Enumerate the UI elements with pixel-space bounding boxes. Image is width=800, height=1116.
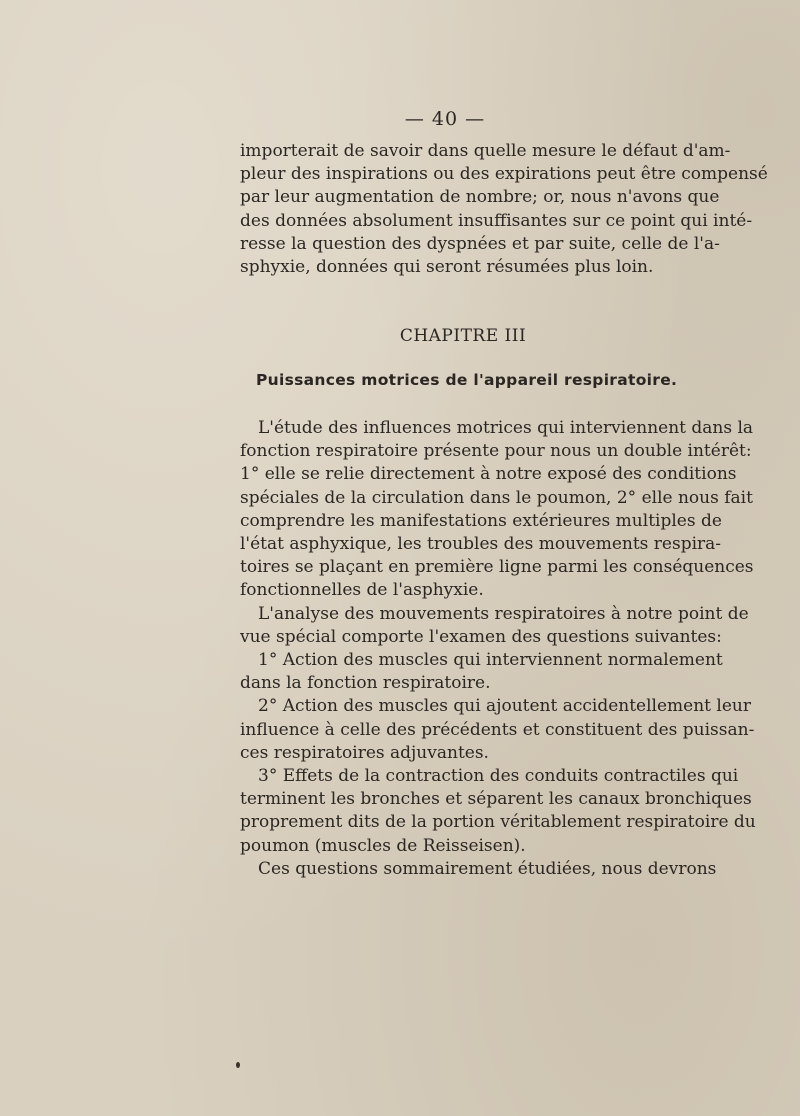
- text-line: des données absolument insuffisantes sur ce point qui inté-: [240, 210, 753, 231]
- text-line: 1° Action des muscles qui interviennent normalement: [258, 650, 723, 671]
- text-line: ces respiratoires adjuvantes.: [240, 742, 489, 763]
- text-line: l'état asphyxique, les troubles des mouvements respira-: [240, 534, 722, 555]
- text-line: 3° Effets de la contraction des conduits contractiles qui: [258, 766, 739, 787]
- text-line: L'étude des influences motrices qui interviennent dans la: [258, 418, 754, 438]
- text-line: influence à celle des précédents et constituent des puissan-: [240, 719, 755, 740]
- ink-speck: [236, 1062, 240, 1068]
- text-line: pleur des inspirations ou des expirations peut être compensé: [240, 164, 768, 185]
- text-line: 2° Action des muscles qui ajoutent accidentellement leur: [258, 696, 751, 717]
- text-line: L'analyse des mouvements respiratoires à notre point de: [258, 603, 749, 624]
- text-line: Ces questions sommairement étudiées, nous devrons: [258, 858, 717, 879]
- text-line: par leur augmentation de nombre; or, nous n'avons que: [240, 187, 720, 208]
- text-line: resse la question des dyspnées et par suite, celle de l'a-: [240, 233, 720, 254]
- text-line: importerait de savoir dans quelle mesure le défaut d'am-: [240, 141, 731, 161]
- text-line: sphyxie, données qui seront résumées plus loin.: [240, 257, 654, 278]
- text-line: vue spécial comporte l'examen des questions suivantes:: [240, 626, 722, 647]
- text-line: comprendre les manifestations extérieures multiples de: [240, 510, 722, 531]
- text-line: fonctionnelles de l'asphyxie.: [240, 580, 484, 601]
- page-number: — 40 —: [404, 108, 486, 130]
- text-line: poumon (muscles de Reisseisen).: [240, 835, 526, 856]
- text-line: toires se plaçant en première ligne parmi les conséquences: [240, 557, 754, 578]
- paragraph-continuation: [240, 140, 768, 279]
- text-line: proprement dits de la portion véritablement respiratoire du: [240, 812, 756, 833]
- chapter-heading: CHAPITRE III: [399, 326, 527, 346]
- body-text: [240, 417, 756, 881]
- text-line: fonction respiratoire présente pour nous un double intérêt:: [240, 441, 752, 462]
- text-line: terminent les bronches et séparent les canaux bronchiques: [240, 789, 752, 810]
- section-title: Puissances motrices de l'appareil respiratoire.: [256, 371, 678, 389]
- text-line: 1° elle se relie directement à notre exposé des conditions: [240, 464, 737, 485]
- text-line: dans la fonction respiratoire.: [240, 673, 491, 694]
- text-line: spéciales de la circulation dans le poumon, 2° elle nous fait: [240, 487, 753, 508]
